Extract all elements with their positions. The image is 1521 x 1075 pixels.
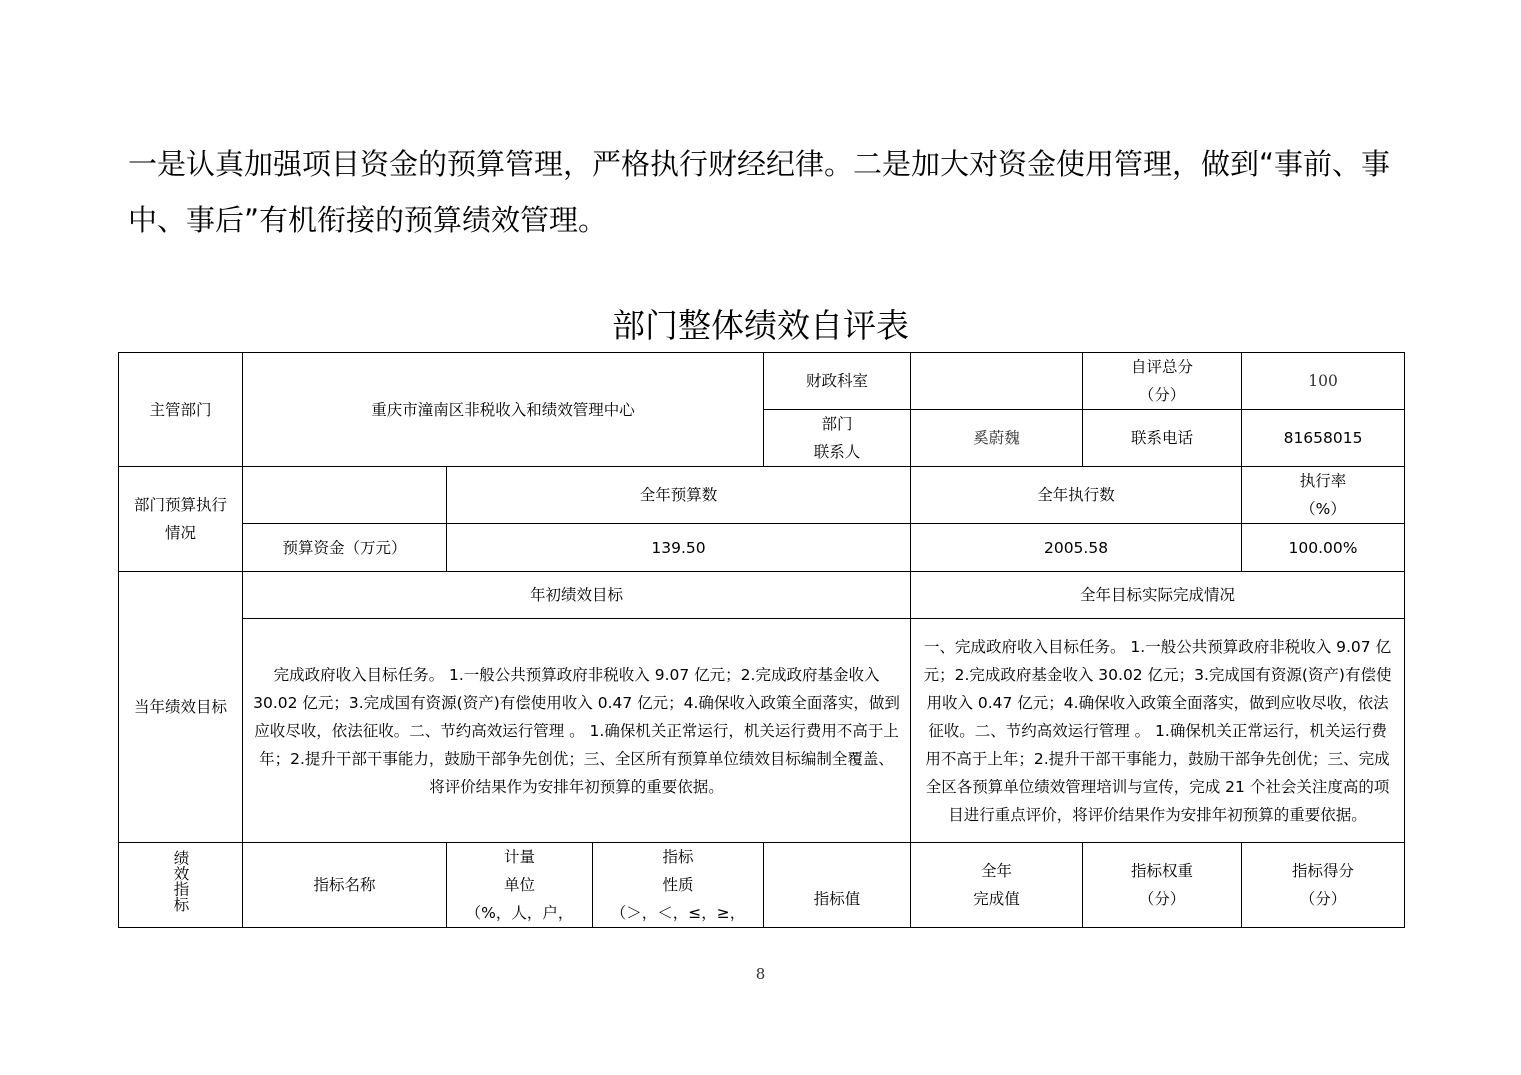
contact-label: 部门 联系人	[764, 410, 911, 467]
annual-budget-header: 全年预算数	[447, 467, 911, 524]
annual-execution-value: 2005.58	[911, 524, 1242, 572]
indicator-name-header: 指标名称	[243, 843, 447, 928]
budget-header-row	[119, 467, 1405, 524]
indicator-weight-header: 指标权重 （分）	[1083, 843, 1242, 928]
contact-value: 奚蔚魏	[911, 410, 1083, 467]
performance-self-evaluation-table	[118, 352, 1405, 928]
header-row-1	[119, 353, 1405, 410]
score-value: 100	[1242, 353, 1405, 410]
office-value	[911, 353, 1083, 410]
indicator-row-label-cell	[119, 843, 243, 928]
budget-item-label: 预算资金（万元）	[243, 524, 447, 572]
phone-value: 81658015	[1242, 410, 1405, 467]
goals-header-row	[119, 572, 1405, 619]
execution-rate-value: 100.00%	[1242, 524, 1405, 572]
initial-goals-header: 年初绩效目标	[243, 572, 911, 619]
annual-execution-header: 全年执行数	[911, 467, 1242, 524]
budget-blank-cell	[243, 467, 447, 524]
indicator-value-header: 指标值	[764, 843, 911, 928]
actual-completion-text: 一、完成政府收入目标任务。 1.一般公共预算政府非税收入 9.07 亿元；2.完成政府基金收入 30.02 亿元；3.完成国有资源(资产)有偿使用收入 0.47 亿元；4.确保收入政策全面落实，做到应收尽收，依法征收。二、节约高效运行管理 。 1.确保机关正常运行，机关运行费用不高于上年；2.提升干部干事能力，鼓励干部争先创优；三、完成全区各预算单位绩效管理培训与宣传，完成 21 个社会关注度高的项目进行重点评价，将评价结果作为安排年初预算的重要依据。	[911, 619, 1405, 843]
phone-label: 联系电话	[1083, 410, 1242, 467]
indicator-score-header: 指标得分 （分）	[1242, 843, 1405, 928]
dept-value: 重庆市潼南区非税收入和绩效管理中心	[243, 353, 764, 467]
page-number: 8	[755, 965, 766, 983]
annual-budget-value: 139.50	[447, 524, 911, 572]
table-title: 部门整体绩效自评表	[612, 306, 909, 345]
indicator-row-label: 绩效指标	[171, 849, 190, 912]
execution-rate-header: 执行率 （%）	[1242, 467, 1405, 524]
intro-paragraph: 一是认真加强项目资金的预算管理，严格执行财经纪律。二是加大对资金使用管理，做到“事前、事中、事后”有机衔接的预算绩效管理。	[128, 147, 1391, 237]
initial-goals-text: 完成政府收入目标任务。 1.一般公共预算政府非税收入 9.07 亿元；2.完成政府基金收入 30.02 亿元；3.完成国有资源(资产)有偿使用收入 0.47 亿元；4.确保收入政策全面落实，做到应收尽收，依法征收。二、节约高效运行管理 。 1.确保机关正常运行，机关运行费用不高于上年；2.提升干部干事能力，鼓励干部争先创优；三、全区所有预算单位绩效目标编制全覆盖、将评价结果作为安排年初预算的重要依据。	[243, 619, 911, 843]
actual-completion-header: 全年目标实际完成情况	[911, 572, 1405, 619]
indicator-nature-header: 指标 性质 （＞，＜，≤，≥，	[593, 843, 764, 928]
goals-content-row	[119, 619, 1405, 843]
dept-label: 主管部门	[119, 353, 243, 467]
score-label: 自评总分 （分）	[1083, 353, 1242, 410]
office-label: 财政科室	[764, 353, 911, 410]
indicator-header-row	[119, 843, 1405, 928]
goals-row-label: 当年绩效目标	[119, 572, 243, 843]
budget-data-row	[119, 524, 1405, 572]
indicator-unit-header: 计量 单位 （%，人，户，	[447, 843, 593, 928]
budget-row-label: 部门预算执行 情况	[119, 467, 243, 572]
indicator-completed-header: 全年 完成值	[911, 843, 1083, 928]
